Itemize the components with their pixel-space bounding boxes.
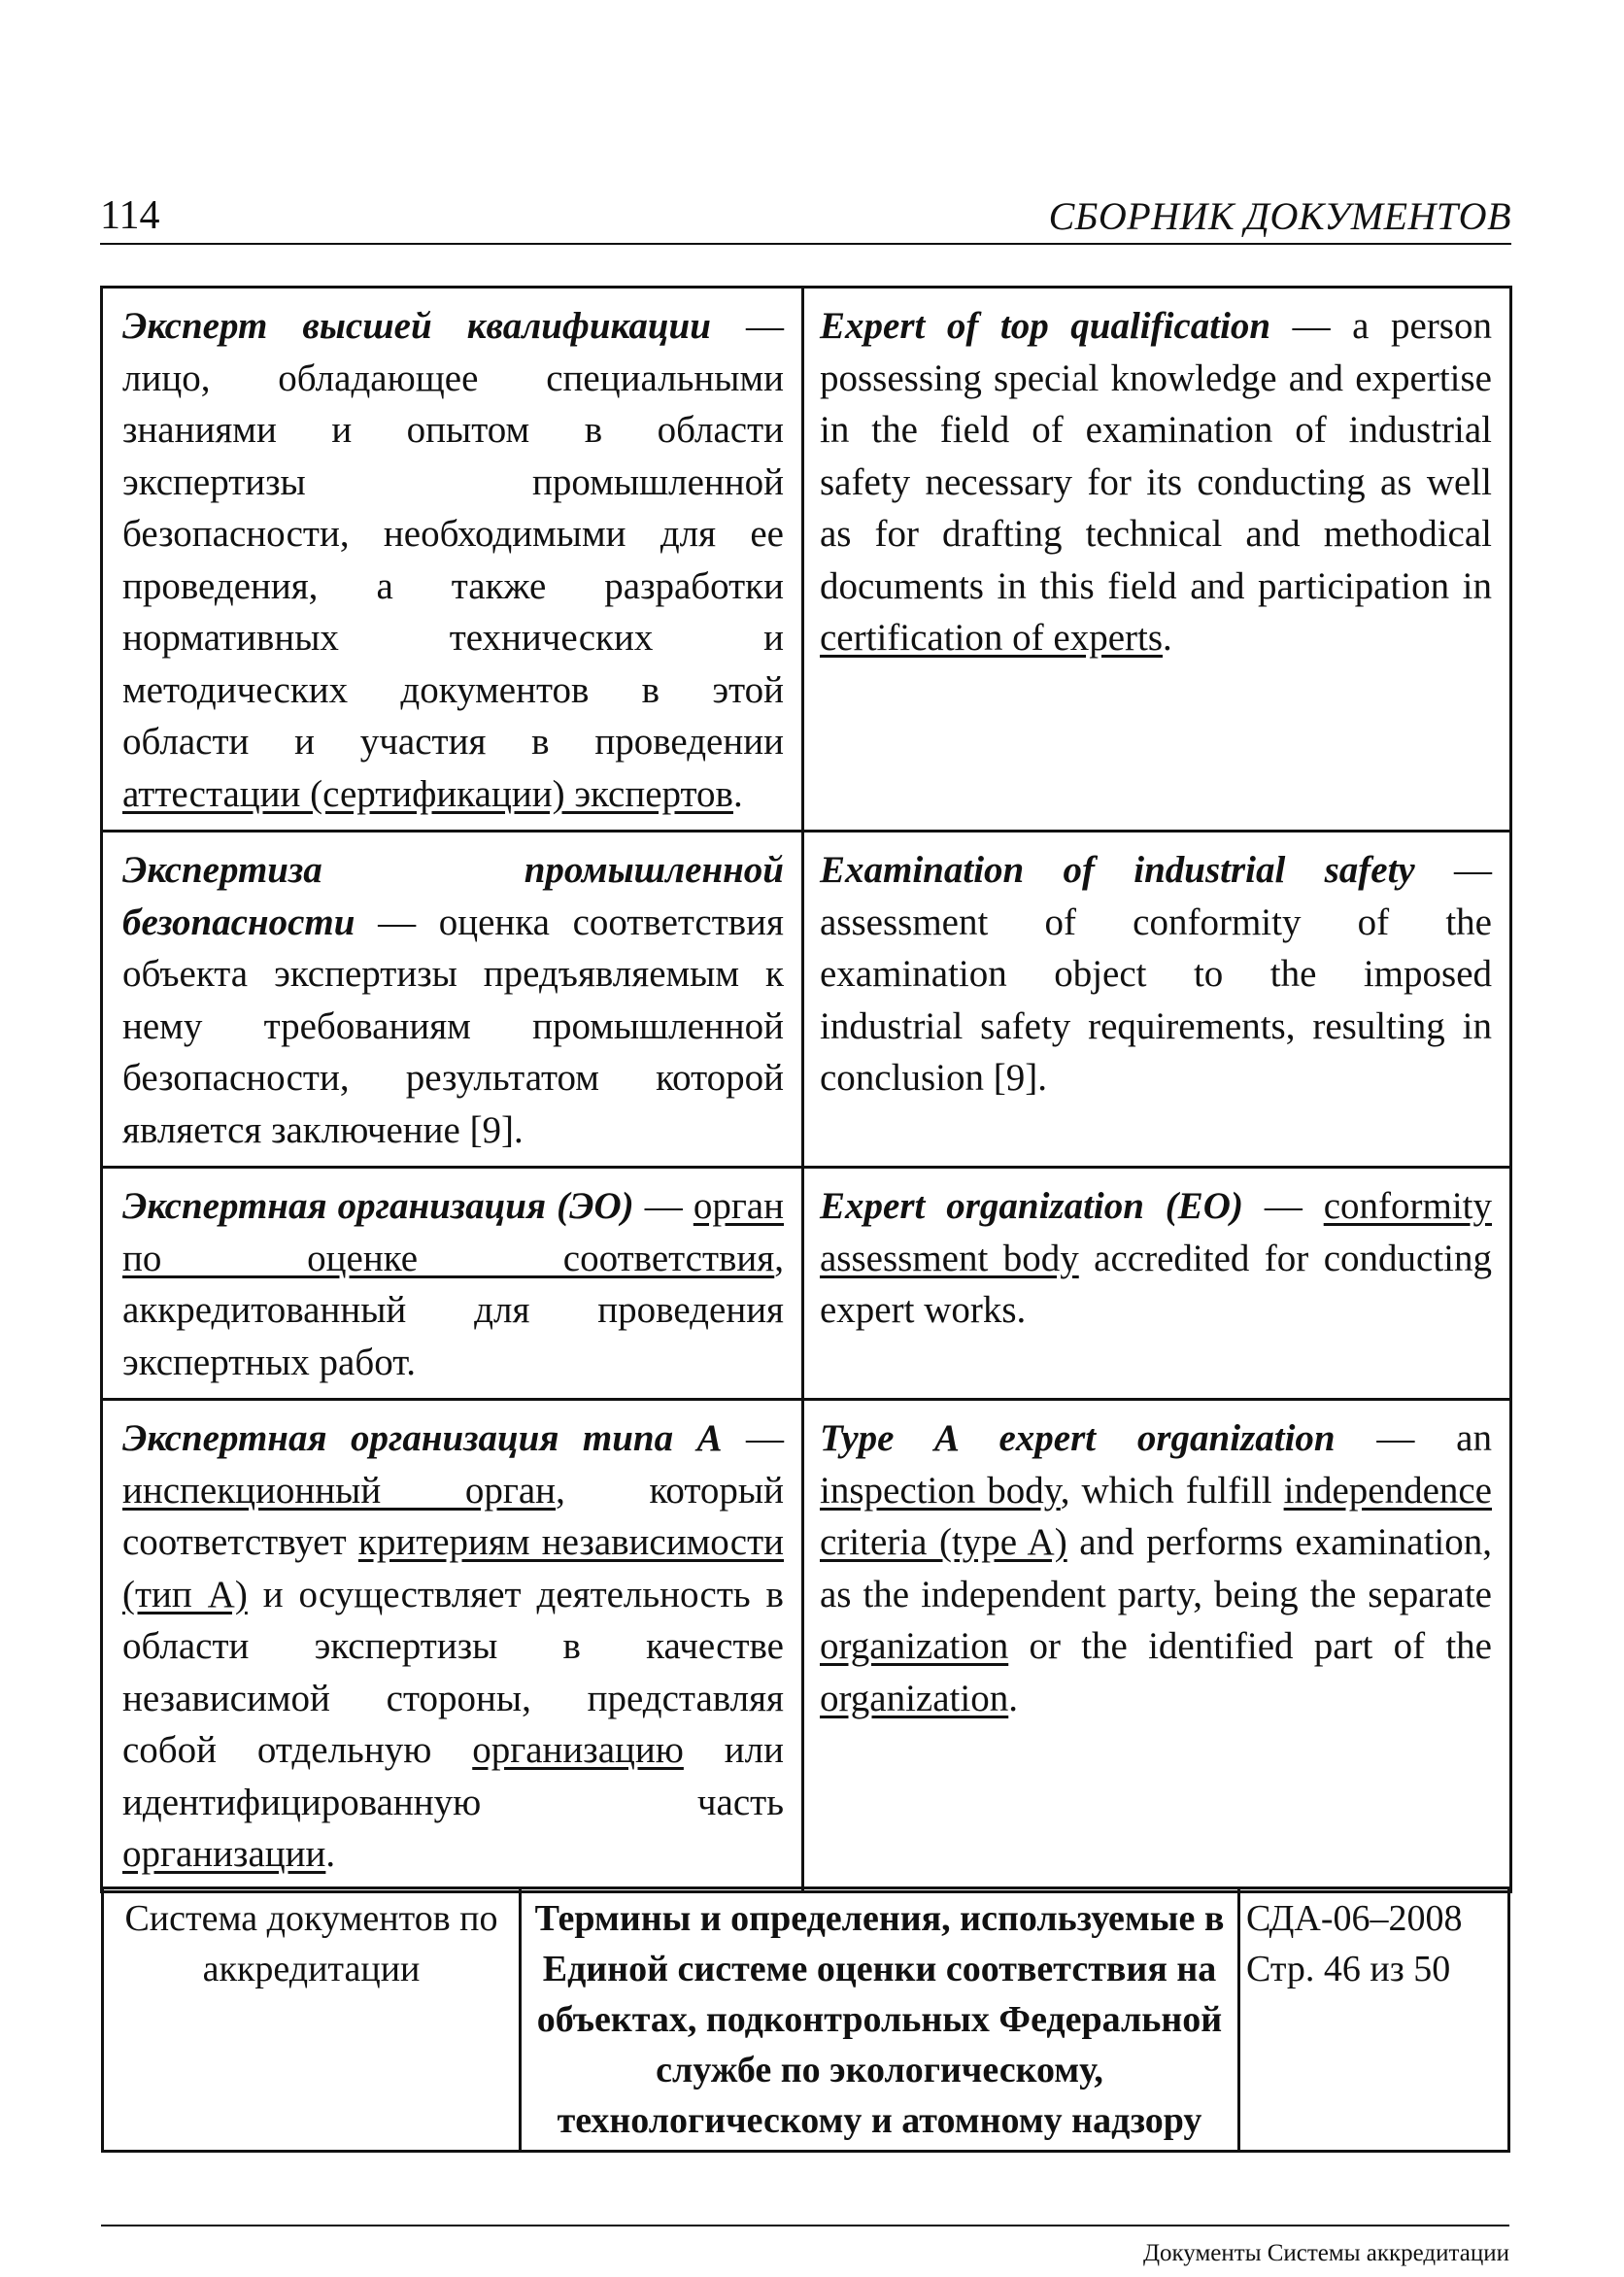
term-definition: accredited for conducting expert works. <box>820 1237 1493 1331</box>
term-title: Examination of industrial safety <box>820 849 1415 891</box>
term-reference-link[interactable]: организации <box>122 1833 326 1875</box>
running-title: СБОРНИК ДОКУМЕНТОВ <box>1048 194 1511 238</box>
term-reference-link[interactable]: критериям независимости (тип А) <box>122 1521 784 1615</box>
term-definition: , which fulfill <box>1060 1469 1284 1512</box>
term-reference-link[interactable]: аттестации (сертификации) экспертов <box>122 772 733 815</box>
term-title: Эксперт высшей квалификации <box>122 305 711 347</box>
term-ru-cell <box>102 832 803 1168</box>
terms-table <box>100 286 1512 1893</box>
term-title: Expert organization (EO) <box>820 1185 1243 1227</box>
footer-document-title: Термины и определения, используемые в Единой системе оценки соответствия на объектах, подконтрольных Федеральной службе по экологическому, технологическому и атомному надзору <box>521 1888 1239 2152</box>
term-title: Экспертная организация типа А <box>122 1417 723 1459</box>
term-definition: and performs examination, as the independent party, being the separate <box>820 1521 1493 1615</box>
term-definition: и осуществляет деятельность в области экспертизы в качестве независимой стороны, представляя собой отдельную <box>122 1573 784 1771</box>
term-title: Type A expert organization <box>820 1417 1336 1459</box>
term-reference-link[interactable]: организацию <box>472 1729 684 1771</box>
term-definition: — оценка соответствия объекта экспертизы предъявляемым к нему требованиям промышленной безопасности, результатом которой является заключение [9]. <box>122 901 784 1151</box>
page-counter: Стр. 46 из 50 <box>1246 1949 1451 1989</box>
term-end: . <box>1008 1677 1018 1719</box>
term-definition: , который соответствует <box>122 1469 785 1563</box>
term-definition: — лицо, обладающее специальными знаниями и опытом в области экспертизы промышленной безопасности, необходимыми для ее проведения, а также разработки нормативных технических и методических документов в этой области и участия в проведении <box>122 305 784 763</box>
term-en-cell <box>803 832 1511 1168</box>
term-reference-link[interactable]: inspection body <box>820 1469 1061 1512</box>
term-reference-link[interactable]: инспекционный орган <box>122 1469 557 1512</box>
document-code: СДА-06–2008 <box>1246 1898 1463 1939</box>
term-reference-link[interactable]: орган по оценке соответствия <box>122 1185 784 1279</box>
term-dash: — <box>633 1185 694 1227</box>
page-header <box>100 192 1511 245</box>
term-title: Expert of top qualification <box>820 305 1271 347</box>
bottom-divider <box>101 2225 1509 2226</box>
term-reference-link[interactable]: conformity assessment body <box>820 1185 1492 1279</box>
term-end: . <box>1163 617 1172 659</box>
term-ru-cell <box>102 288 803 832</box>
footer-document-code <box>1239 1888 1509 2152</box>
term-row <box>102 1168 1511 1400</box>
footer-system-name: Система документов по аккредитации <box>103 1888 521 2152</box>
term-end: . <box>325 1833 336 1875</box>
term-reference-link[interactable]: certification of experts <box>820 617 1163 659</box>
bottom-caption: Документы Системы аккредитации <box>1142 2240 1509 2266</box>
term-reference-link[interactable]: organization <box>820 1625 1009 1667</box>
term-reference-link[interactable]: independence criteria (type A) <box>820 1469 1492 1563</box>
term-ru-cell <box>102 1400 803 1892</box>
term-en-cell <box>803 288 1511 832</box>
term-dash: — <box>722 1417 784 1459</box>
term-ru-cell <box>102 1168 803 1400</box>
term-dash: — an <box>1335 1417 1492 1459</box>
term-definition: , аккредитованный для проведения экспертных работ. <box>122 1237 784 1383</box>
term-definition: — assessment of conformity of the examination object to the imposed industrial safety requirements, resulting in conclusion [9]. <box>820 849 1493 1099</box>
term-definition: — a person possessing special knowledge and expertise in the field of examination of industrial safety necessary for its conducting as well as for drafting technical and methodical documents in this field and participation in <box>820 305 1492 607</box>
term-definition: или идентифицированную часть <box>122 1729 784 1823</box>
page-number: 114 <box>100 193 160 238</box>
term-row <box>102 288 1511 832</box>
document-footer-table <box>101 1886 1510 2153</box>
term-row <box>102 1400 1511 1892</box>
term-dash: — <box>1242 1185 1324 1227</box>
term-en-cell <box>803 1400 1511 1892</box>
term-row <box>102 832 1511 1168</box>
term-title: Экспертная организация (ЭО) <box>122 1185 634 1227</box>
term-end: . <box>732 772 743 815</box>
term-definition: or the identified part of the <box>1008 1625 1492 1667</box>
term-reference-link[interactable]: organization <box>820 1677 1009 1719</box>
term-en-cell <box>803 1168 1511 1400</box>
term-title: Экспертиза промышленной безопасности <box>122 849 784 943</box>
